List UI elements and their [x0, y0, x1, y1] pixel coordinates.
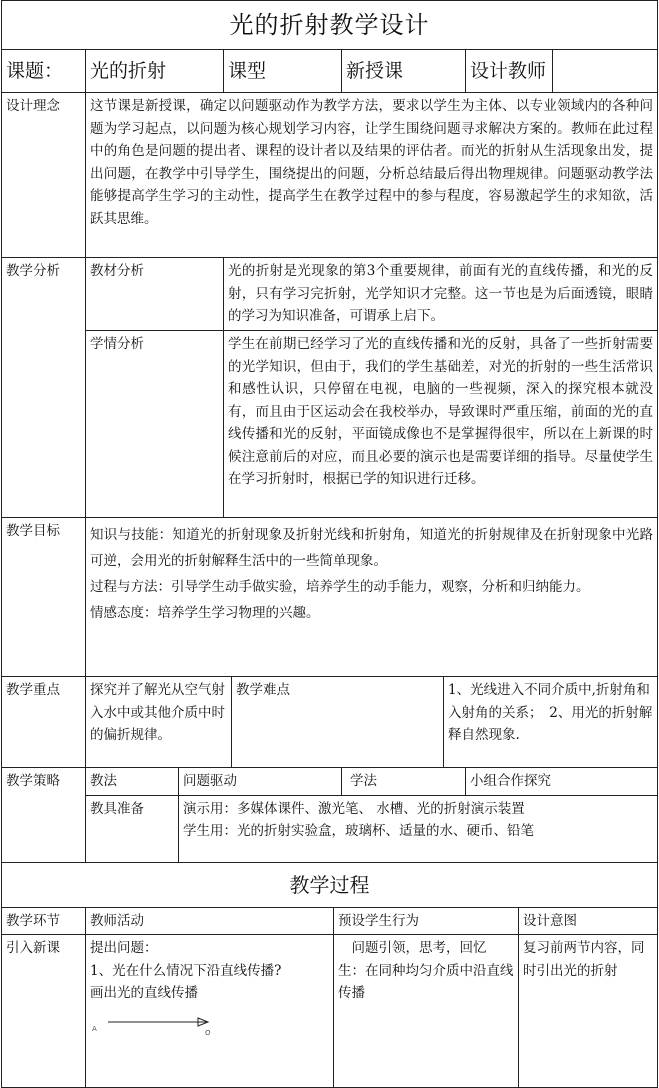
- learn-value: 小组合作探究: [466, 768, 658, 796]
- strategy-row: [2, 768, 658, 796]
- process-title: 教学过程: [2, 862, 658, 907]
- student-analysis-label: 学情分析: [86, 331, 224, 518]
- focus-label: 教学重点: [2, 677, 86, 768]
- goal-knowledge: 知识与技能：知道光的折射现象及折射光线和折射角，知道光的折射规律及在折射现象中光路可逆，会用光的折射解释生活中的一些简单现象。: [90, 527, 653, 569]
- topic-value: 光的折射: [86, 50, 224, 93]
- document-title: 光的折射教学设计: [2, 1, 658, 50]
- concept-label: 设计理念: [2, 93, 86, 258]
- process-header-intent: 设计意图: [519, 907, 658, 935]
- difficulty-label: 教学难点: [232, 677, 444, 768]
- focus-row: [2, 677, 658, 768]
- material-label: 教材分析: [86, 258, 224, 331]
- focus-text: 探究并了解光从空气射入水中或其他介质中时的偏折规律。: [86, 677, 232, 768]
- goals-label: 教学目标: [2, 518, 86, 677]
- method-label: 教法: [86, 768, 179, 796]
- tools-demo: 演示用：多媒体课件、激光笔、 水槽、光的折射演示装置: [183, 800, 525, 817]
- analysis-label: 教学分析: [2, 258, 86, 518]
- process-header-teacher: 教师活动: [86, 907, 334, 935]
- process-header-row: [2, 907, 658, 935]
- material-text: 光的折射是光现象的第3个重要规律，前面有光的直线传播，和光的反射，只有学习完折射，光学知识才完整。这一节也是为后面透镜，眼睛的学习为知识准备，可谓承上启下。: [224, 258, 658, 331]
- teacher-line: 提出问题：: [90, 940, 158, 956]
- diagram-end-label: O: [205, 1028, 211, 1035]
- process-header-stage: 教学环节: [2, 907, 86, 935]
- method-value: 问题驱动: [179, 768, 342, 796]
- teacher-line: 画出光的直线传播: [90, 985, 198, 1001]
- straight-line-diagram: [90, 1013, 230, 1035]
- teacher-line: 1、光在什么情况下沿直线传播?: [90, 962, 282, 979]
- tools-label: 教具准备: [86, 795, 179, 862]
- difficulty-text: 1、光线进入不同介质中,折射角和入射角的关系； 2、用光的折射解释自然现象.: [444, 677, 658, 768]
- material-row: [2, 258, 658, 331]
- designer-value: [553, 50, 658, 93]
- goals-row: [2, 518, 658, 677]
- goal-process: 过程与方法：引导学生动手做实验，培养学生的动手能力，观察，分析和归纳能力。: [90, 579, 590, 595]
- process-header-student: 预设学生行为: [334, 907, 519, 935]
- tools-student: 学生用：光的折射实验盒，玻璃杯、适量的水、硬币、铅笔: [183, 823, 534, 839]
- goals-cell: [86, 518, 658, 677]
- student-line: 生：在同种均匀介质中沿直线传播: [338, 962, 514, 1001]
- goal-emotion: 情感态度：培养学生学习物理的兴趣。: [90, 605, 320, 621]
- strategy-label: 教学策略: [2, 768, 86, 863]
- process-stage: 引入新课: [2, 935, 86, 1088]
- type-label: 课型: [224, 50, 342, 93]
- header-row: [2, 50, 658, 93]
- student-analysis-row: [2, 331, 658, 518]
- diagram-start-label: A: [92, 1024, 97, 1033]
- process-student-cell: [334, 935, 519, 1088]
- student-line: 问题引领，思考，回忆: [338, 940, 487, 956]
- topic-label: 课题：: [2, 50, 86, 93]
- lesson-plan-table: [1, 0, 658, 1088]
- designer-label: 设计教师: [466, 50, 553, 93]
- learn-label: 学法: [342, 768, 466, 796]
- type-value: 新授课: [342, 50, 466, 93]
- student-analysis-text: 学生在前期已经学习了光的直线传播和光的反射，具备了一些折射需要的光学知识，但由于，我们的学生基础差，对光的折射的一些生活常识和感性认识，只停留在电视，电脑的一些视频，深入的探究根本就没有，而且由于区运动会在我校举办，导致课时严重压缩，前面的光的直线传播和光的反射，平面镜成像也不是掌握得很牢，所以在上新课的时候注意前后的对应，而且必要的演示也是需要详细的指导。尽量使学生在学习折射时，根据已学的知识进行迁移。: [224, 331, 658, 518]
- process-intent: 复习前两节内容，同时引出光的折射: [519, 935, 658, 1088]
- tools-cell: [179, 795, 658, 862]
- tools-row: [2, 795, 658, 862]
- process-row: [2, 935, 658, 1088]
- process-teacher-cell: [86, 935, 334, 1088]
- concept-row: [2, 93, 658, 258]
- concept-text: 这节课是新授课，确定以问题驱动作为教学方法，要求以学生为主体、以专业领域内的各种问题为学习起点，以问题为核心规划学习内容，让学生围绕问题寻求解决方案的。教师在此过程中的角色是问题的提出者、课程的设计者以及结果的评估者。而光的折射从生活现象出发，提出问题，在教学中引导学生，围绕提出的问题，分析总结最后得出物理规律。问题驱动教学法能够提高学生学习的主动性，提高学生在教学过程中的参与程度，容易激起学生的求知欲，活跃其思维。: [86, 93, 658, 258]
